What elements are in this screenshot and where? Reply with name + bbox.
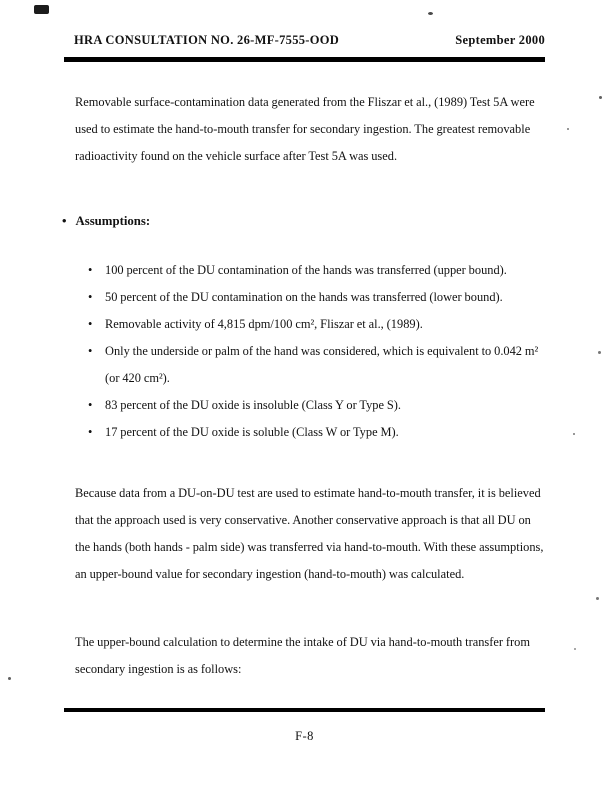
assumption-item [88,338,540,392]
bullet-icon: • [88,263,93,277]
scan-artifact [8,677,11,680]
assumption-text: 50 percent of the DU contamination on the hands was transferred (lower bound). [105,290,503,304]
bullet-icon: • [88,398,93,412]
scan-artifact [428,12,433,15]
conservative-paragraph: Because data from a DU-on-DU test are used to estimate hand-to-mouth transfer, it is believed that the approach used is very conservative. Another conservative approach is that all DU on the hands (both hands - palm side) was transferred via hand-to-mouth. With these assumptions, an upper-bound value for secondary ingestion (hand-to-mouth) was calculated. [75,486,544,581]
scan-artifact [573,433,575,435]
assumption-item [88,311,540,338]
calculation-intro-paragraph: The upper-bound calculation to determine the intake of DU via hand-to-mouth transfer from secondary ingestion is as follows: [75,635,530,676]
scan-artifact [34,5,49,14]
document-date: September 2000 [455,33,545,47]
scan-artifact [596,597,599,600]
footer-rule [64,708,545,712]
assumption-text: 100 percent of the DU contamination of the hands was transferred (upper bound). [105,263,507,277]
assumption-text: 83 percent of the DU oxide is insoluble (Class Y or Type S). [105,398,402,412]
bullet-icon: • [88,344,93,358]
header-rule [64,57,545,62]
bullet-icon: • [88,317,93,331]
bullet-icon: • [88,290,93,304]
assumption-text: 17 percent of the DU oxide is soluble (Class W or Type M). [105,425,399,439]
page-header [74,33,545,48]
assumptions-heading-label: Assumptions: [75,214,151,228]
assumptions-list [88,257,540,446]
document-number: HRA CONSULTATION NO. 26-MF-7555-OOD [74,33,340,47]
scan-artifact [567,128,569,130]
assumption-item [88,284,540,311]
assumption-item [88,392,540,419]
page-number: F-8 [295,729,314,743]
bullet-icon: • [62,214,67,228]
assumptions-heading [62,208,150,235]
intro-paragraph: Removable surface-contamination data generated from the Fliszar et al., (1989) Test 5A were used to estimate the hand-to-mouth transfer for secondary ingestion. The greatest removable radioactivity found on the vehicle surface after Test 5A was used. [75,95,535,163]
bullet-icon: • [88,425,93,439]
assumption-item [88,257,540,284]
scan-artifact [574,648,576,650]
scan-artifact [598,351,601,354]
assumption-text: Only the underside or palm of the hand was considered, which is equivalent to 0.042 m² (or 420 cm²). [105,344,539,385]
assumption-item [88,419,540,446]
scan-artifact [599,96,602,99]
assumption-text: Removable activity of 4,815 dpm/100 cm², Fliszar et al., (1989). [105,317,423,331]
